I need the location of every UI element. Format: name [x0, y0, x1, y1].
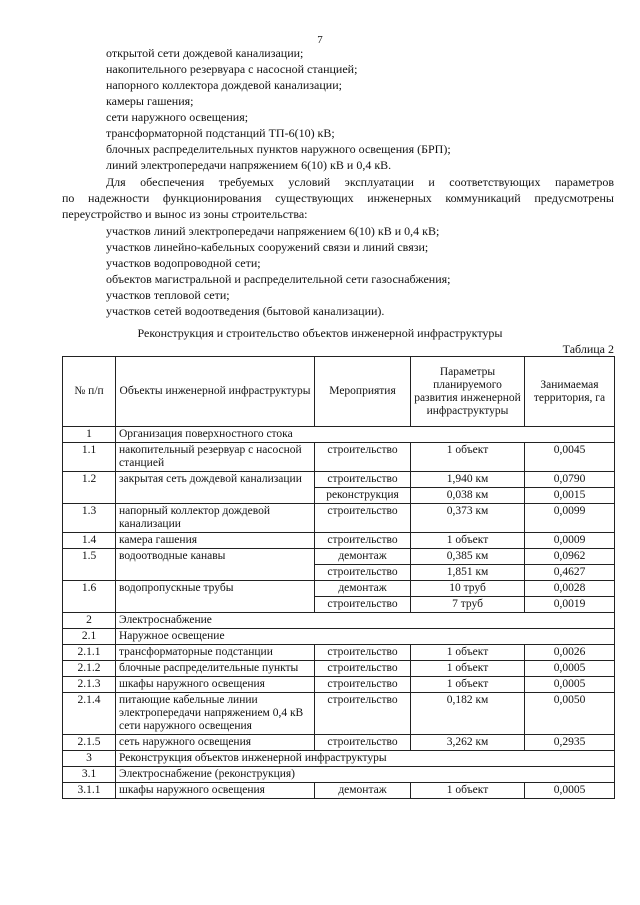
list-item: участков сетей водоотведения (бытовой канализации).: [106, 304, 385, 318]
object-name: закрытая сеть дождевой канализации: [116, 472, 315, 504]
action-cell: демонтаж: [315, 549, 411, 565]
row-number: 2.1.1: [63, 645, 116, 661]
table-section-row: [63, 751, 615, 767]
table-caption: Реконструкция и строительство объектов инженерной инфраструктуры: [137, 326, 503, 340]
section-title: Электроснабжение: [116, 613, 615, 629]
row-number: 2.1.2: [63, 661, 116, 677]
infrastructure-table: [62, 356, 615, 799]
area-cell: 0,0962: [525, 549, 615, 565]
action-cell: строительство: [315, 504, 411, 533]
area-cell: 0,0009: [525, 533, 615, 549]
list-item: сети наружного освещения;: [106, 110, 249, 124]
table-row: [63, 443, 615, 472]
table-section-row: [63, 629, 615, 645]
header-object: Объекты инженерной инфраструктуры: [116, 357, 315, 427]
table-row: [63, 735, 615, 751]
table-row: [63, 581, 615, 597]
header-area: Занимаемая территория, га: [525, 357, 615, 427]
row-number: 2.1: [63, 629, 116, 645]
list-item: накопительного резервуара с насосной станцией;: [106, 62, 358, 76]
row-number: 1.3: [63, 504, 116, 533]
list-item: блочных распределительных пунктов наружного освещения (БРП);: [106, 142, 451, 156]
params-cell: 3,262 км: [411, 735, 525, 751]
object-name: накопительный резервуар с насосной станцией: [116, 443, 315, 472]
params-cell: 7 труб: [411, 597, 525, 613]
row-number: 1.5: [63, 549, 116, 581]
table-row: [63, 533, 615, 549]
row-number: 2.1.4: [63, 693, 116, 735]
params-cell: 0,038 км: [411, 488, 525, 504]
params-cell: 10 труб: [411, 581, 525, 597]
table-row: [63, 645, 615, 661]
list-item: участков линий электропередачи напряжением 6(10) кВ и 0,4 кВ;: [106, 224, 440, 238]
area-cell: 0,0015: [525, 488, 615, 504]
page-number: 7: [317, 34, 323, 46]
area-cell: 0,0019: [525, 597, 615, 613]
action-cell: демонтаж: [315, 783, 411, 799]
section-title: Организация поверхностного стока: [116, 427, 615, 443]
header-action: Мероприятия: [315, 357, 411, 427]
row-number: 1.1: [63, 443, 116, 472]
list-item: линий электропередачи напряжением 6(10) кВ и 0,4 кВ.: [106, 158, 392, 172]
table-section-row: [63, 767, 615, 783]
list-item: объектов магистральной и распределительной сети газоснабжения;: [106, 272, 451, 286]
row-number: 2.1.3: [63, 677, 116, 693]
area-cell: 0,4627: [525, 565, 615, 581]
area-cell: 0,0028: [525, 581, 615, 597]
action-cell: строительство: [315, 645, 411, 661]
table-row: [63, 504, 615, 533]
action-cell: строительство: [315, 661, 411, 677]
action-cell: строительство: [315, 443, 411, 472]
params-cell: 1 объект: [411, 645, 525, 661]
object-name: водопропускные трубы: [116, 581, 315, 613]
area-cell: 0,0045: [525, 443, 615, 472]
table-number: Таблица 2: [562, 342, 614, 356]
row-number: 2: [63, 613, 116, 629]
object-name: шкафы наружного освещения: [116, 677, 315, 693]
action-cell: строительство: [315, 693, 411, 735]
list-item: участков водопроводной сети;: [106, 256, 261, 270]
params-cell: 1,851 км: [411, 565, 525, 581]
area-cell: 0,2935: [525, 735, 615, 751]
row-number: 2.1.5: [63, 735, 116, 751]
action-cell: строительство: [315, 472, 411, 488]
section-title: Электроснабжение (реконструкция): [116, 767, 615, 783]
object-name: напорный коллектор дождевой канализации: [116, 504, 315, 533]
params-cell: 0,385 км: [411, 549, 525, 565]
params-cell: 0,182 км: [411, 693, 525, 735]
area-cell: 0,0026: [525, 645, 615, 661]
table-row: [63, 677, 615, 693]
list-item: участков тепловой сети;: [106, 288, 230, 302]
action-cell: строительство: [315, 565, 411, 581]
action-cell: демонтаж: [315, 581, 411, 597]
paragraph-line: переустройство и вынос из зоны строительства:: [62, 207, 308, 221]
row-number: 1.4: [63, 533, 116, 549]
header-params: Параметры планируемого развития инженерной инфраструктуры: [411, 357, 525, 427]
params-cell: 1 объект: [411, 661, 525, 677]
object-name: трансформаторные подстанции: [116, 645, 315, 661]
object-name: камера гашения: [116, 533, 315, 549]
table-row: [63, 661, 615, 677]
table-row: [63, 549, 615, 565]
row-number: 1.6: [63, 581, 116, 613]
params-cell: 1 объект: [411, 677, 525, 693]
row-number: 3.1.1: [63, 783, 116, 799]
object-name: питающие кабельные линии электропередачи напряжением 0,4 кВ сети наружного освещения: [116, 693, 315, 735]
list-item: напорного коллектора дождевой канализации;: [106, 78, 342, 92]
table-row: [63, 472, 615, 488]
table-row: [63, 693, 615, 735]
params-cell: 1,940 км: [411, 472, 525, 488]
action-cell: строительство: [315, 735, 411, 751]
action-cell: строительство: [315, 677, 411, 693]
params-cell: 1 объект: [411, 533, 525, 549]
params-cell: 1 объект: [411, 783, 525, 799]
table-section-row: [63, 613, 615, 629]
section-title: Реконструкция объектов инженерной инфраструктуры: [116, 751, 615, 767]
area-cell: 0,0005: [525, 661, 615, 677]
table-section-row: [63, 427, 615, 443]
row-number: 3.1: [63, 767, 116, 783]
action-cell: реконструкция: [315, 488, 411, 504]
paragraph-line: по надежности функционирования существующих инженерных коммуникаций предусмотрены: [62, 191, 614, 205]
header-num: № п/п: [63, 357, 116, 427]
table-body: [63, 427, 615, 799]
object-name: сеть наружного освещения: [116, 735, 315, 751]
area-cell: 0,0790: [525, 472, 615, 488]
action-cell: строительство: [315, 597, 411, 613]
area-cell: 0,0005: [525, 677, 615, 693]
action-cell: строительство: [315, 533, 411, 549]
list-item: камеры гашения;: [106, 94, 194, 108]
row-number: 3: [63, 751, 116, 767]
params-cell: 0,373 км: [411, 504, 525, 533]
paragraph-line: Для обеспечения требуемых условий эксплуатации и соответствующих параметров: [106, 175, 614, 189]
object-name: блочные распределительные пункты: [116, 661, 315, 677]
object-name: шкафы наружного освещения: [116, 783, 315, 799]
list-item: трансформаторной подстанций ТП-6(10) кВ;: [106, 126, 335, 140]
area-cell: 0,0099: [525, 504, 615, 533]
list-item: участков линейно-кабельных сооружений связи и линий связи;: [106, 240, 429, 254]
section-title: Наружное освещение: [116, 629, 615, 645]
area-cell: 0,0050: [525, 693, 615, 735]
object-name: водоотводные канавы: [116, 549, 315, 581]
row-number: 1: [63, 427, 116, 443]
row-number: 1.2: [63, 472, 116, 504]
table-row: [63, 783, 615, 799]
area-cell: 0,0005: [525, 783, 615, 799]
params-cell: 1 объект: [411, 443, 525, 472]
list-item: открытой сети дождевой канализации;: [106, 46, 304, 60]
